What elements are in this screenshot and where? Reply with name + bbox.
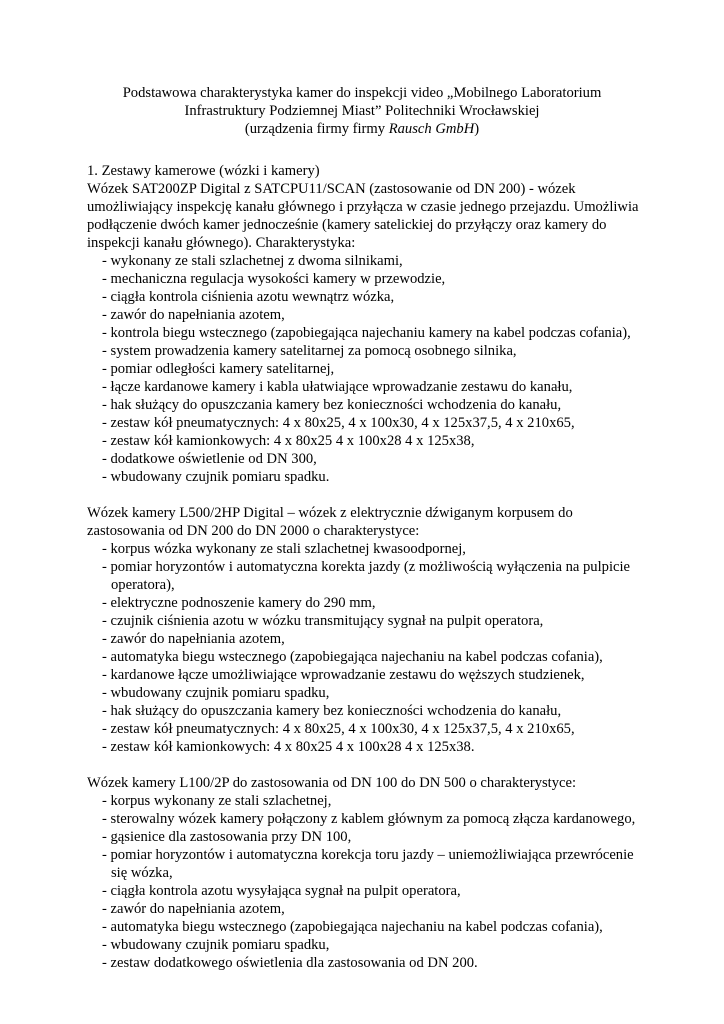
list-item: - zawór do napełniania azotem,	[102, 901, 285, 917]
paragraph-line: umożliwiający inspekcję kanału głównego i przyłącza w czasie jednego przejazdu. Umożliwia	[87, 199, 639, 215]
list-item: - hak służący do opuszczania kamery bez konieczności wchodzenia do kanału,	[102, 703, 562, 719]
list-item: - wbudowany czujnik pomiaru spadku.	[102, 469, 330, 485]
list-item: - zestaw dodatkowego oświetlenia dla zastosowania od DN 200.	[102, 955, 478, 971]
list-item: - korpus wykonany ze stali szlachetnej,	[102, 793, 332, 809]
list-item: - wbudowany czujnik pomiaru spadku,	[102, 937, 330, 953]
list-item: - ciągła kontrola azotu wysyłająca sygnał na pulpit operatora,	[102, 883, 461, 899]
title-line-1: Podstawowa charakterystyka kamer do inspekcji video „Mobilnego Laboratorium	[122, 85, 602, 101]
paragraph-line: Wózek SAT200ZP Digital z SATCPU11/SCAN (zastosowanie od DN 200) - wózek	[87, 181, 576, 197]
title-line-3-suffix: )	[474, 121, 480, 137]
paragraph-line: podłączenie dwóch kamer jednocześnie (kamery satelickiej do przyłączy oraz kamery do	[87, 217, 607, 233]
spacer	[87, 756, 647, 774]
list-item: - elektryczne podnoszenie kamery do 290 mm,	[102, 595, 376, 611]
list-item: - mechaniczna regulacja wysokości kamery w przewodzie,	[102, 271, 446, 287]
document-title	[0, 84, 724, 138]
list-item-continuation: się wózka,	[111, 865, 173, 881]
paragraph-line: zastosowania od DN 200 do DN 2000 o charakterystyce:	[87, 523, 420, 539]
list-item: - sterowalny wózek kamery połączony z kablem głównym za pomocą złącza kardanowego,	[102, 811, 636, 827]
list-item: - czujnik ciśnienia azotu w wózku transmitujący sygnał na pulpit operatora,	[102, 613, 544, 629]
list-item: - zestaw kół kamionkowych: 4 x 80x25 4 x 100x28 4 x 125x38.	[102, 739, 475, 755]
document-body	[87, 162, 647, 972]
paragraph-line: Wózek kamery L500/2HP Digital – wózek z elektrycznie dźwiganym korpusem do	[87, 505, 573, 521]
section-heading: 1. Zestawy kamerowe (wózki i kamery)	[87, 163, 320, 179]
list-item: - łącze kardanowe kamery i kabla ułatwiające wprowadzanie zestawu do kanału,	[102, 379, 573, 395]
list-item: - zawór do napełniania azotem,	[102, 631, 285, 647]
list-item: - hak służący do opuszczania kamery bez konieczności wchodzenia do kanału,	[102, 397, 562, 413]
list-item: - automatyka biegu wstecznego (zapobiegająca najechaniu na kabel podczas cofania),	[102, 649, 603, 665]
list-item: - pomiar horyzontów i automatyczna korekcja toru jazdy – uniemożliwiająca przewrócenie	[102, 847, 634, 863]
list-item: - korpus wózka wykonany ze stali szlachetnej kwasoodpornej,	[102, 541, 466, 557]
list-item: - wbudowany czujnik pomiaru spadku,	[102, 685, 330, 701]
list-item: - wykonany ze stali szlachetnej z dwoma silnikami,	[102, 253, 403, 269]
list-item: - zawór do napełniania azotem,	[102, 307, 285, 323]
list-item: - zestaw kół kamionkowych: 4 x 80x25 4 x 100x28 4 x 125x38,	[102, 433, 475, 449]
list-item: - kontrola biegu wstecznego (zapobiegająca najechaniu kamery na kabel podczas cofania),	[102, 325, 631, 341]
list-item-continuation: operatora),	[111, 577, 175, 593]
list-item: - kardanowe łącze umożliwiające wprowadzanie zestawu do węższych studzienek,	[102, 667, 585, 683]
paragraph-line: Wózek kamery L100/2P do zastosowania od DN 100 do DN 500 o charakterystyce:	[87, 775, 577, 791]
title-line-3	[0, 120, 724, 138]
list-item: - automatyka biegu wstecznego (zapobiegająca najechaniu na kabel podczas cofania),	[102, 919, 603, 935]
spacer	[87, 486, 647, 504]
list-item: - dodatkowe oświetlenie od DN 300,	[102, 451, 317, 467]
list-item: - pomiar horyzontów i automatyczna korekta jazdy (z możliwością wyłączenia na pulpicie	[102, 559, 631, 575]
list-item: - pomiar odległości kamery satelitarnej,	[102, 361, 335, 377]
list-item: - zestaw kół pneumatycznych: 4 x 80x25, 4 x 100x30, 4 x 125x37,5, 4 x 210x65,	[102, 721, 575, 737]
paragraph-line: inspekcji kanału głównego). Charakterystyka:	[87, 235, 356, 251]
list-item: - zestaw kół pneumatycznych: 4 x 80x25, 4 x 100x30, 4 x 125x37,5, 4 x 210x65,	[102, 415, 575, 431]
list-item: - system prowadzenia kamery satelitarnej za pomocą osobnego silnika,	[102, 343, 517, 359]
list-item: - ciągła kontrola ciśnienia azotu wewnątrz wózka,	[102, 289, 395, 305]
company-name: Rausch GmbH	[388, 121, 475, 137]
title-line-3-prefix: (urządzenia firmy firmy	[244, 121, 389, 137]
list-item: - gąsienice dla zastosowania przy DN 100,	[102, 829, 352, 845]
title-line-2: Infrastruktury Podziemnej Miast” Politechniki Wrocławskiej	[184, 103, 540, 119]
